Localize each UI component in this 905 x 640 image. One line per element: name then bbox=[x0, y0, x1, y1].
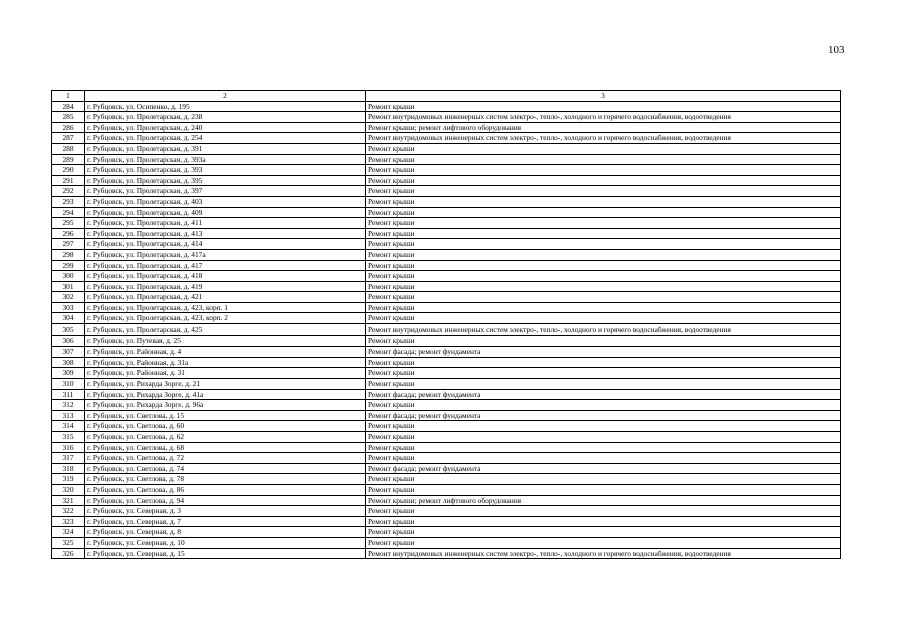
table-row bbox=[52, 442, 841, 453]
row-works: Ремонт крыши bbox=[366, 218, 841, 229]
header-col-2: 2 bbox=[85, 91, 366, 102]
row-address: г. Рубцовск, ул. Светлова, д. 94 bbox=[85, 495, 366, 506]
row-works: Ремонт крыши bbox=[366, 400, 841, 411]
row-address: г. Рубцовск, ул. Светлова, д. 72 bbox=[85, 453, 366, 464]
row-address: г. Рубцовск, ул. Пролетарская, д. 425 bbox=[85, 324, 366, 336]
row-number: 322 bbox=[52, 506, 85, 517]
row-address: г. Рубцовск, ул. Районная, д. 31а bbox=[85, 357, 366, 368]
table-header-row bbox=[52, 91, 841, 102]
row-works: Ремонт крыши bbox=[366, 379, 841, 390]
row-works: Ремонт крыши; ремонт лифтового оборудования bbox=[366, 495, 841, 506]
row-address: г. Рубцовск, ул. Пролетарская, д. 414 bbox=[85, 239, 366, 250]
table-row bbox=[52, 324, 841, 336]
row-address: г. Рубцовск, ул. Пролетарская, д. 417а bbox=[85, 249, 366, 260]
table-row bbox=[52, 495, 841, 506]
row-address: г. Рубцовск, ул. Пролетарская, д. 403 bbox=[85, 196, 366, 207]
row-number: 301 bbox=[52, 281, 85, 292]
row-number: 286 bbox=[52, 122, 85, 133]
row-address: г. Рубцовск, ул. Светлова, д. 86 bbox=[85, 484, 366, 495]
row-number: 314 bbox=[52, 421, 85, 432]
row-number: 298 bbox=[52, 249, 85, 260]
row-works: Ремонт крыши bbox=[366, 154, 841, 165]
table-row bbox=[52, 347, 841, 358]
row-number: 295 bbox=[52, 218, 85, 229]
table-row bbox=[52, 506, 841, 517]
table-row bbox=[52, 218, 841, 229]
row-address: г. Рубцовск, ул. Районная, д. 31 bbox=[85, 368, 366, 379]
row-works: Ремонт крыши bbox=[366, 432, 841, 443]
table-row bbox=[52, 228, 841, 239]
row-works: Ремонт крыши bbox=[366, 101, 841, 112]
table-row bbox=[52, 548, 841, 559]
row-address: г. Рубцовск, ул. Осипенко, д. 195 bbox=[85, 101, 366, 112]
row-works: Ремонт крыши bbox=[366, 302, 841, 313]
table-row bbox=[52, 101, 841, 112]
table-row bbox=[52, 186, 841, 197]
table-row bbox=[52, 249, 841, 260]
table-row bbox=[52, 292, 841, 303]
row-number: 303 bbox=[52, 302, 85, 313]
table-row bbox=[52, 389, 841, 400]
row-number: 306 bbox=[52, 335, 85, 347]
row-number: 308 bbox=[52, 357, 85, 368]
row-address: г. Рубцовск, ул. Пролетарская, д. 395 bbox=[85, 175, 366, 186]
row-works: Ремонт крыши bbox=[366, 165, 841, 176]
row-works: Ремонт крыши bbox=[366, 484, 841, 495]
row-address: г. Рубцовск, ул. Северная, д. 8 bbox=[85, 527, 366, 538]
row-number: 296 bbox=[52, 228, 85, 239]
row-number: 312 bbox=[52, 400, 85, 411]
row-number: 305 bbox=[52, 324, 85, 336]
repair-program-table bbox=[51, 90, 841, 559]
row-number: 325 bbox=[52, 537, 85, 548]
row-address: г. Рубцовск, ул. Светлова, д. 78 bbox=[85, 474, 366, 485]
row-address: г. Рубцовск, ул. Северная, д. 10 bbox=[85, 537, 366, 548]
row-works: Ремонт фасада; ремонт фундамента bbox=[366, 463, 841, 474]
table-row bbox=[52, 432, 841, 443]
table-row bbox=[52, 143, 841, 154]
row-address: г. Рубцовск, ул. Пролетарская, д. 238 bbox=[85, 112, 366, 123]
row-address: г. Рубцовск, ул. Районная, д. 4 bbox=[85, 347, 366, 358]
table-row bbox=[52, 410, 841, 421]
row-works: Ремонт крыши bbox=[366, 527, 841, 538]
table-row bbox=[52, 207, 841, 218]
row-works: Ремонт крыши bbox=[366, 516, 841, 527]
row-address: г. Рубцовск, ул. Светлова, д. 62 bbox=[85, 432, 366, 443]
page-number: 103 bbox=[828, 44, 845, 56]
row-works: Ремонт крыши bbox=[366, 260, 841, 271]
row-works: Ремонт крыши bbox=[366, 474, 841, 485]
table-row bbox=[52, 281, 841, 292]
row-number: 321 bbox=[52, 495, 85, 506]
table-row bbox=[52, 484, 841, 495]
table-row bbox=[52, 379, 841, 390]
row-number: 326 bbox=[52, 548, 85, 559]
row-works: Ремонт крыши bbox=[366, 239, 841, 250]
row-works: Ремонт крыши bbox=[366, 271, 841, 282]
table-row bbox=[52, 260, 841, 271]
table-row bbox=[52, 537, 841, 548]
row-address: г. Рубцовск, ул. Пролетарская, д. 254 bbox=[85, 133, 366, 144]
table-row bbox=[52, 112, 841, 123]
table-row bbox=[52, 335, 841, 347]
row-works: Ремонт фасада; ремонт фундамента bbox=[366, 410, 841, 421]
row-number: 313 bbox=[52, 410, 85, 421]
row-number: 316 bbox=[52, 442, 85, 453]
row-address: г. Рубцовск, ул. Пролетарская, д. 417 bbox=[85, 260, 366, 271]
table-row bbox=[52, 196, 841, 207]
row-works: Ремонт крыши bbox=[366, 292, 841, 303]
row-number: 289 bbox=[52, 154, 85, 165]
row-works: Ремонт крыши bbox=[366, 281, 841, 292]
row-number: 324 bbox=[52, 527, 85, 538]
row-works: Ремонт крыши bbox=[366, 335, 841, 347]
row-works: Ремонт крыши bbox=[366, 453, 841, 464]
table-row bbox=[52, 527, 841, 538]
table-row bbox=[52, 271, 841, 282]
row-works: Ремонт крыши bbox=[366, 537, 841, 548]
row-number: 297 bbox=[52, 239, 85, 250]
row-address: г. Рубцовск, ул. Северная, д. 3 bbox=[85, 506, 366, 517]
row-works: Ремонт крыши bbox=[366, 313, 841, 324]
row-number: 307 bbox=[52, 347, 85, 358]
row-address: г. Рубцовск, ул. Путевая, д. 25 bbox=[85, 335, 366, 347]
row-number: 294 bbox=[52, 207, 85, 218]
row-works: Ремонт крыши bbox=[366, 357, 841, 368]
row-works: Ремонт внутридомовых инженерных систем электро-, тепло-, холодного и горячего водоснабжения, водоотведения bbox=[366, 324, 841, 336]
row-number: 311 bbox=[52, 389, 85, 400]
row-number: 315 bbox=[52, 432, 85, 443]
row-number: 319 bbox=[52, 474, 85, 485]
row-address: г. Рубцовск, ул. Светлова, д. 74 bbox=[85, 463, 366, 474]
row-number: 302 bbox=[52, 292, 85, 303]
row-address: г. Рубцовск, ул. Пролетарская, д. 419 bbox=[85, 281, 366, 292]
row-works: Ремонт крыши bbox=[366, 186, 841, 197]
row-address: г. Рубцовск, ул. Пролетарская, д. 391 bbox=[85, 143, 366, 154]
row-number: 318 bbox=[52, 463, 85, 474]
table-row bbox=[52, 357, 841, 368]
table-row bbox=[52, 400, 841, 411]
row-address: г. Рубцовск, ул. Рихарда Зорге, д. 96а bbox=[85, 400, 366, 411]
table-row bbox=[52, 463, 841, 474]
table-row bbox=[52, 122, 841, 133]
row-address: г. Рубцовск, ул. Северная, д. 7 bbox=[85, 516, 366, 527]
row-number: 299 bbox=[52, 260, 85, 271]
row-address: г. Рубцовск, ул. Пролетарская, д. 421 bbox=[85, 292, 366, 303]
table-body bbox=[52, 101, 841, 559]
row-number: 323 bbox=[52, 516, 85, 527]
row-number: 284 bbox=[52, 101, 85, 112]
row-number: 317 bbox=[52, 453, 85, 464]
row-address: г. Рубцовск, ул. Пролетарская, д. 423, корп. 1 bbox=[85, 302, 366, 313]
row-address: г. Рубцовск, ул. Светлова, д. 60 bbox=[85, 421, 366, 432]
table-row bbox=[52, 165, 841, 176]
table-row bbox=[52, 175, 841, 186]
row-number: 292 bbox=[52, 186, 85, 197]
table-row bbox=[52, 421, 841, 432]
row-address: г. Рубцовск, ул. Пролетарская, д. 411 bbox=[85, 218, 366, 229]
row-number: 291 bbox=[52, 175, 85, 186]
row-address: г. Рубцовск, ул. Пролетарская, д. 418 bbox=[85, 271, 366, 282]
table-row bbox=[52, 474, 841, 485]
row-number: 309 bbox=[52, 368, 85, 379]
row-works: Ремонт крыши bbox=[366, 506, 841, 517]
header-col-1: 1 bbox=[52, 91, 85, 102]
row-number: 290 bbox=[52, 165, 85, 176]
table-row bbox=[52, 313, 841, 324]
row-address: г. Рубцовск, ул. Светлова, д. 68 bbox=[85, 442, 366, 453]
row-number: 288 bbox=[52, 143, 85, 154]
row-address: г. Рубцовск, ул. Пролетарская, д. 397 bbox=[85, 186, 366, 197]
row-works: Ремонт крыши bbox=[366, 249, 841, 260]
row-number: 300 bbox=[52, 271, 85, 282]
row-address: г. Рубцовск, ул. Пролетарская, д. 393а bbox=[85, 154, 366, 165]
row-works: Ремонт внутридомовых инженерных систем электро-, тепло-, холодного и горячего водоснабжения, водоотведения bbox=[366, 548, 841, 559]
table-row bbox=[52, 368, 841, 379]
row-works: Ремонт крыши bbox=[366, 143, 841, 154]
row-address: г. Рубцовск, ул. Рихарда Зорге, д. 41а bbox=[85, 389, 366, 400]
row-number: 310 bbox=[52, 379, 85, 390]
table-row bbox=[52, 302, 841, 313]
row-works: Ремонт крыши bbox=[366, 207, 841, 218]
row-number: 285 bbox=[52, 112, 85, 123]
row-works: Ремонт внутридомовых инженерных систем электро-, тепло-, холодного и горячего водоснабжения, водоотведения bbox=[366, 133, 841, 144]
row-works: Ремонт крыши bbox=[366, 228, 841, 239]
row-address: г. Рубцовск, ул. Пролетарская, д. 393 bbox=[85, 165, 366, 176]
table-row bbox=[52, 453, 841, 464]
row-address: г. Рубцовск, ул. Пролетарская, д. 423, корп. 2 bbox=[85, 313, 366, 324]
row-works: Ремонт внутридомовых инженерных систем электро-, тепло-, холодного и горячего водоснабжения, водоотведения bbox=[366, 112, 841, 123]
row-works: Ремонт крыши; ремонт лифтового оборудования bbox=[366, 122, 841, 133]
row-address: г. Рубцовск, ул. Пролетарская, д. 240 bbox=[85, 122, 366, 133]
row-works: Ремонт крыши bbox=[366, 368, 841, 379]
row-works: Ремонт крыши bbox=[366, 175, 841, 186]
table-row bbox=[52, 516, 841, 527]
table-row bbox=[52, 133, 841, 144]
row-address: г. Рубцовск, ул. Пролетарская, д. 413 bbox=[85, 228, 366, 239]
row-address: г. Рубцовск, ул. Пролетарская, д. 409 bbox=[85, 207, 366, 218]
row-works: Ремонт крыши bbox=[366, 442, 841, 453]
row-address: г. Рубцовск, ул. Светлова, д. 15 bbox=[85, 410, 366, 421]
row-number: 320 bbox=[52, 484, 85, 495]
row-number: 293 bbox=[52, 196, 85, 207]
row-works: Ремонт крыши bbox=[366, 421, 841, 432]
table-row bbox=[52, 239, 841, 250]
header-col-3: 3 bbox=[366, 91, 841, 102]
row-works: Ремонт крыши bbox=[366, 196, 841, 207]
row-address: г. Рубцовск, ул. Рихарда Зорге, д. 21 bbox=[85, 379, 366, 390]
row-number: 287 bbox=[52, 133, 85, 144]
row-works: Ремонт фасада; ремонт фундамента bbox=[366, 389, 841, 400]
table-row bbox=[52, 154, 841, 165]
row-address: г. Рубцовск, ул. Северная, д. 15 bbox=[85, 548, 366, 559]
row-number: 304 bbox=[52, 313, 85, 324]
row-works: Ремонт фасада; ремонт фундамента bbox=[366, 347, 841, 358]
